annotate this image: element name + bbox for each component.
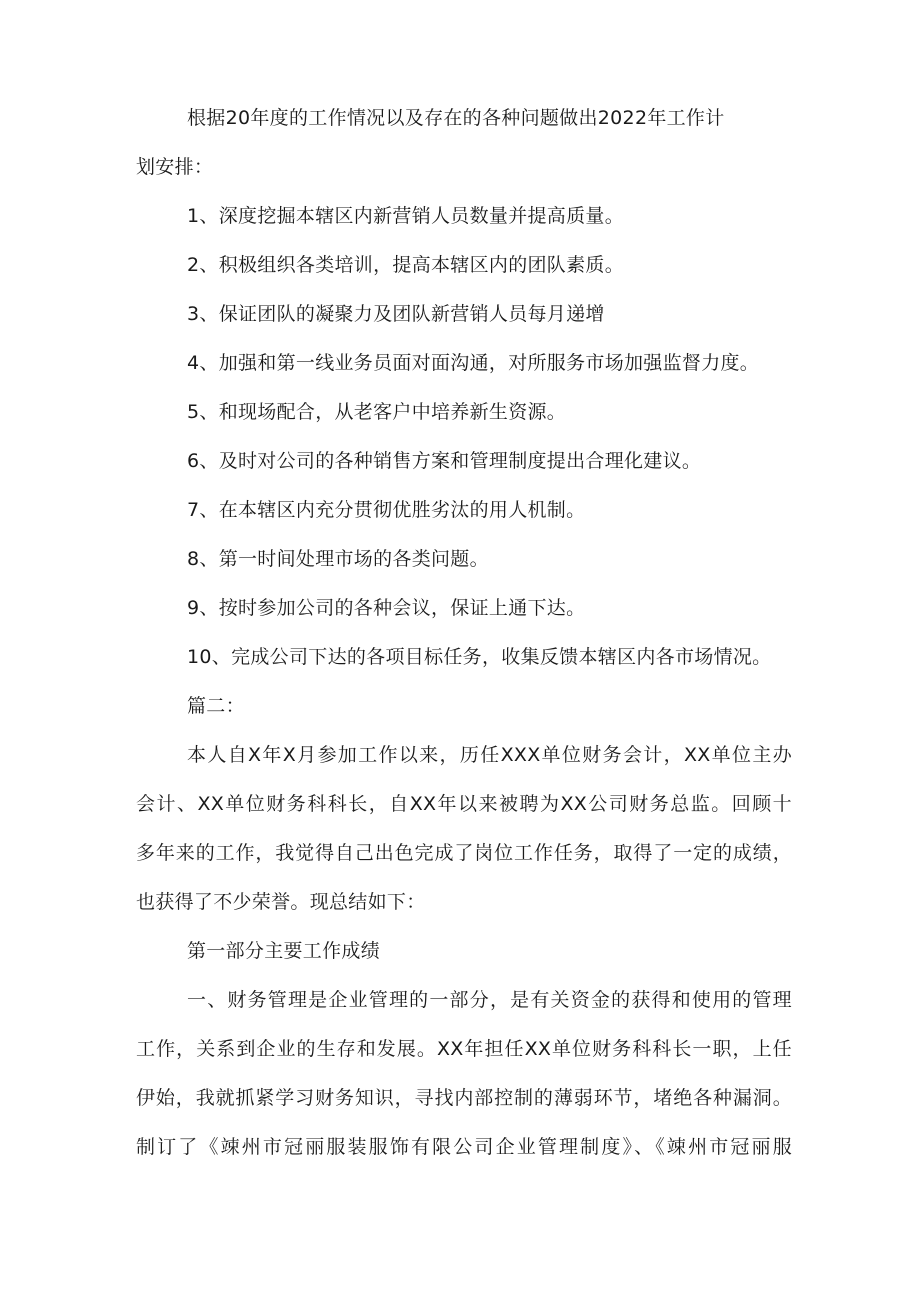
section-two-line-2: 会计、XX单位财务科科长，自XX年以来被聘为XX公司财务总监。回顾十: [136, 793, 792, 815]
plan-item-1: 1、深度挖掘本辖区内新营销人员数量并提高质量。: [187, 205, 624, 227]
plan-item-6: 6、及时对公司的各种销售方案和管理制度提出合理化建议。: [187, 450, 702, 472]
section-two-heading: 篇二：: [187, 695, 245, 717]
intro-line-2: 划安排：: [136, 156, 214, 178]
plan-item-3: 3、保证团队的凝聚力及团队新营销人员每月递增: [187, 303, 605, 325]
plan-item-8: 8、第一时间处理市场的各类问题。: [187, 548, 489, 570]
part-one-line-3: 伊始，我就抓紧学习财务知识，寻找内部控制的薄弱环节，堵绝各种漏洞。: [136, 1087, 792, 1109]
part-one-line-2: 工作，关系到企业的生存和发展。XX年担任XX单位财务科科长一职，上任: [136, 1038, 792, 1060]
plan-item-9: 9、按时参加公司的各种会议，保证上通下达。: [187, 597, 586, 619]
section-two-line-1: 本人自X年X月参加工作以来，历任XXX单位财务会计，XX单位主办: [187, 744, 792, 766]
part-one-heading: 第一部分主要工作成绩: [187, 940, 381, 962]
plan-item-7: 7、在本辖区内充分贯彻优胜劣汰的用人机制。: [187, 499, 586, 521]
section-two-line-4: 也获得了不少荣誉。现总结如下：: [136, 891, 426, 913]
intro-line-1: 根据20年度的工作情况以及存在的各种问题做出2022年工作计: [187, 107, 725, 129]
section-two-line-3: 多年来的工作，我觉得自己出色完成了岗位工作任务，取得了一定的成绩，: [136, 842, 792, 864]
part-one-line-1: 一、财务管理是企业管理的一部分，是有关资金的获得和使用的管理: [187, 989, 792, 1011]
plan-item-4: 4、加强和第一线业务员面对面沟通，对所服务市场加强监督力度。: [187, 352, 760, 374]
plan-item-5: 5、和现场配合，从老客户中培养新生资源。: [187, 401, 567, 423]
plan-item-10: 10、完成公司下达的各项目标任务，收集反馈本辖区内各市场情况。: [187, 646, 772, 668]
part-one-line-4: 制订了《竦州市冠丽服装服饰有限公司企业管理制度》、《竦州市冠丽服: [136, 1136, 792, 1158]
plan-item-2: 2、积极组织各类培训，提高本辖区内的团队素质。: [187, 254, 624, 276]
